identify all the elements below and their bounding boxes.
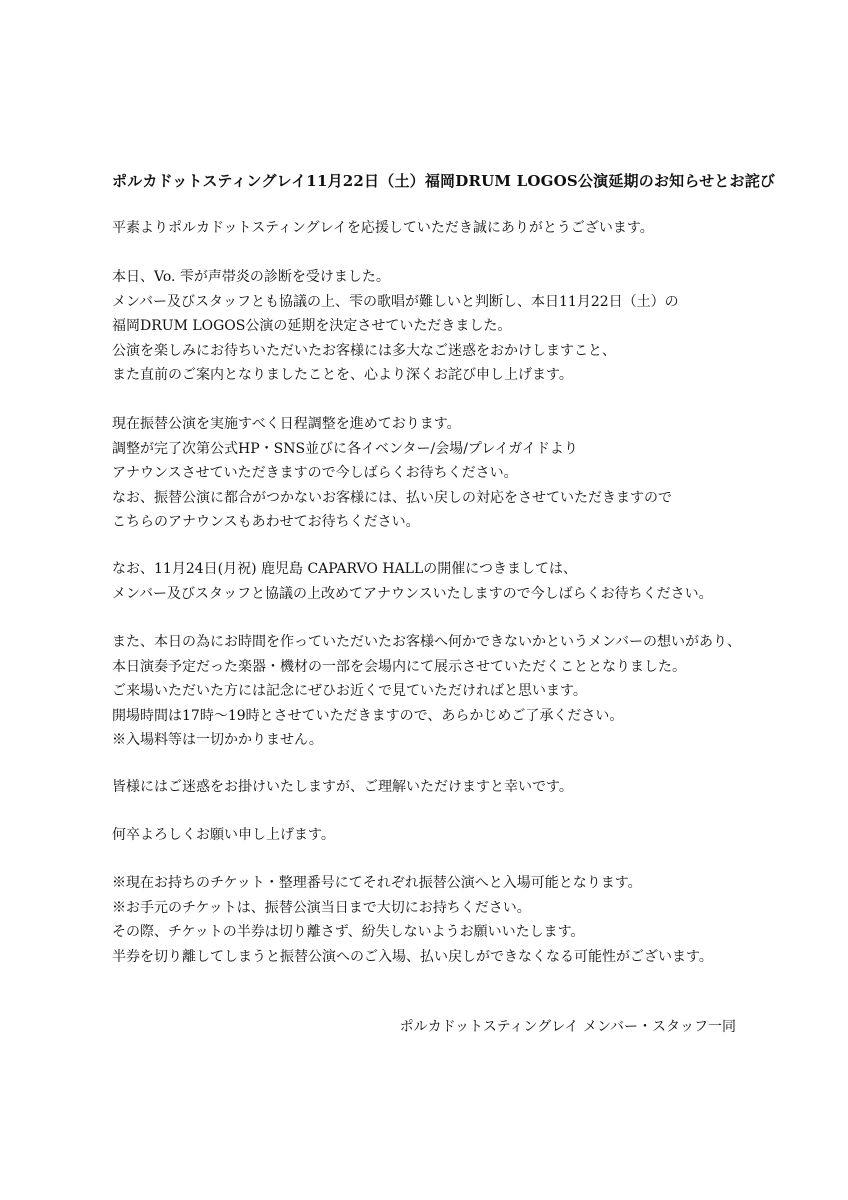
text-line: ※お手元のチケットは、振替公演当日まで大切にお持ちください。 [112,899,531,916]
text-line: 開場時間は17時〜19時とさせていただきますので、あらかじめご了承ください。 [112,707,624,724]
paragraph-rescheduling [112,412,672,535]
text-line: 半券を切り離してしまうと振替公演へのご入場、払い戻しができなくなる可能性がございます。 [112,948,713,965]
text-line: ※現在お持ちのチケット・整理番号にてそれぞれ振替公演へと入場可能となります。 [112,875,642,891]
paragraph-closing [112,823,335,848]
text-line: 福岡DRUM LOGOS公演の延期を決定させていただきました。 [112,318,512,334]
text-line: メンバー及びスタッフと協議の上改めてアナウンスいたしますので今しばらくお待ちください。 [112,585,713,602]
document-title: ポルカドットスティングレイ11月22日（土）福岡DRUM LOGOS公演延期のお知らせとお詫び [112,172,776,190]
text-line: 公演を楽しみにお待ちいただいたお客様には多大なご迷惑をおかけしますこと、 [112,342,616,359]
text-line: こちらのアナウンスもあわせてお待ちください。 [112,514,420,530]
paragraph-ticket-notes [112,871,713,969]
signature: ポルカドットスティングレイ メンバー・スタッフ一同 [399,1019,736,1035]
text-line: ご来場いただいた方には記念にぜひお近くで見ていただければと思います。 [112,683,587,699]
paragraph-apology [112,775,573,800]
paragraph-greeting [112,216,654,241]
text-line: ※入場料等は一切かかりません。 [112,732,323,748]
text-line: 皆様にはご迷惑をお掛けいたしますが、ご理解いただけますと幸いです。 [112,779,573,795]
text-line: 平素よりポルカドットスティングレイを応援していただき誠にありがとうございます。 [112,220,654,236]
text-line: 何卒よろしくお願い申し上げます。 [112,827,335,843]
paragraph-exhibition [112,630,741,753]
text-line: 調整が完了次第公式HP・SNS並びに各イベンター/会場/プレイガイドより [112,440,578,457]
paragraph-kagoshima [112,557,713,606]
text-line: なお、11月24日(月祝) 鹿児島 CAPARVO HALLの開催につきましては、 [112,561,577,577]
text-line: その際、チケットの半券は切り離さず、紛失しないようお願いいたします。 [112,924,585,940]
text-line: メンバー及びスタッフとも協議の上、雫の歌唱が難しいと判断し、本日11月22日（土）の [112,293,679,310]
text-line: 現在振替公演を実施すべく日程調整を進めております。 [112,416,461,432]
text-line: また直前のご案内となりましたことを、心より深くお詫び申し上げます。 [112,367,573,383]
text-line: アナウンスさせていただきますので今しばらくお待ちください。 [112,465,518,481]
paragraph-postponement [112,265,679,388]
text-line: 本日演奏予定だった楽器・機材の一部を会場内にて展示させていただくこととなりました。 [112,658,686,675]
text-line: なお、振替公演に都合がつかないお客様には、払い戻しの対応をさせていただきますので [112,489,672,506]
text-line: 本日、Vo. 雫が声帯炎の診断を受けました。 [112,269,390,285]
text-line: また、本日の為にお時間を作っていただいたお客様へ何かできないかというメンバーの想いがあり、 [112,634,742,650]
